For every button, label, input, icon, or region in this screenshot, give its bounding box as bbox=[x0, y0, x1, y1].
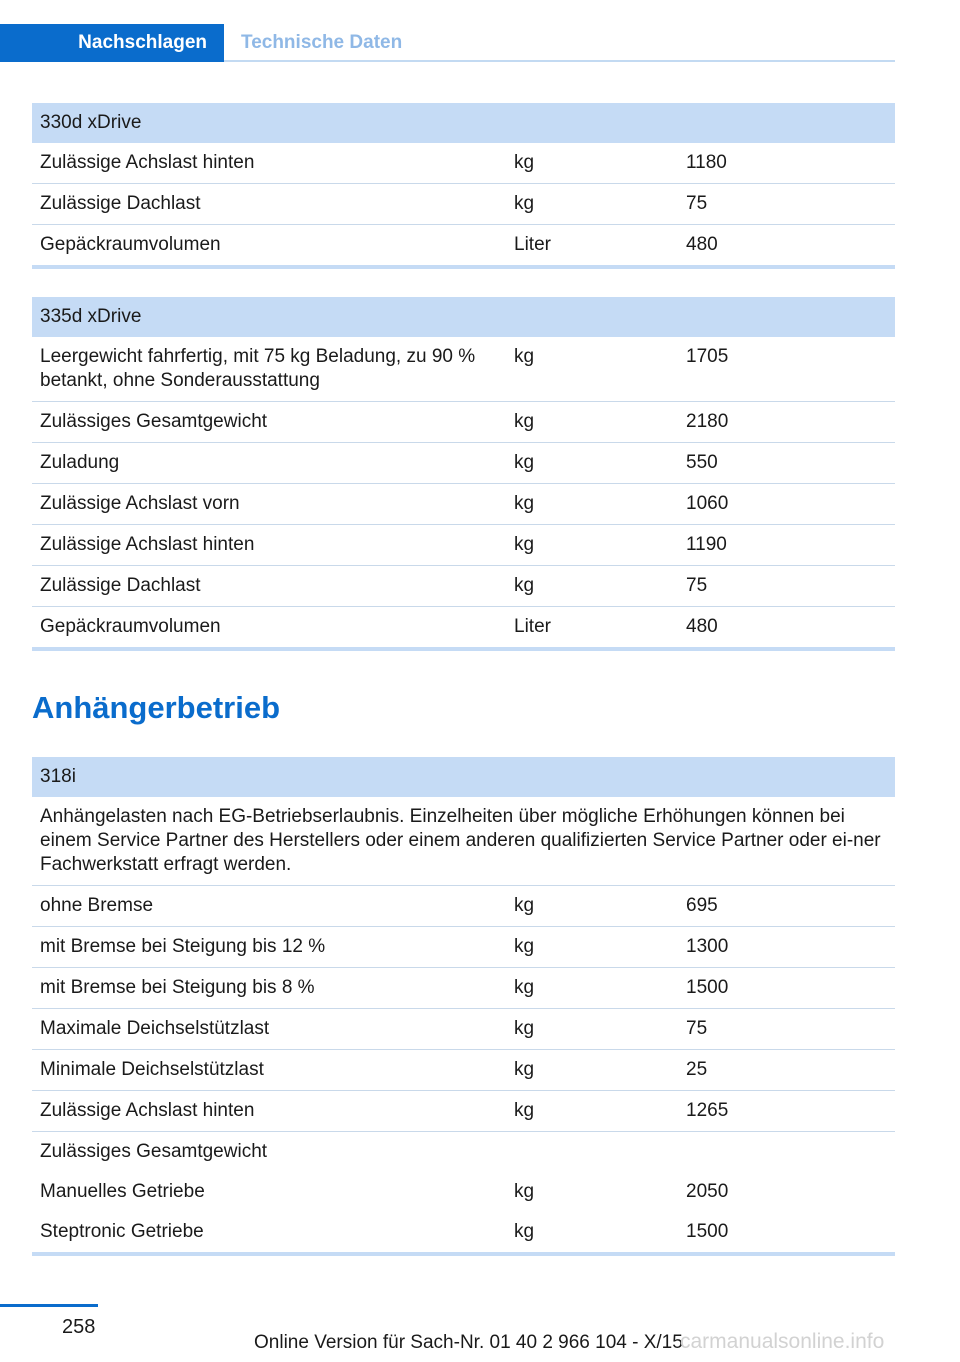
row-value: 1190 bbox=[686, 534, 727, 555]
row-label: Zulässige Achslast vorn bbox=[40, 493, 240, 514]
row-label: Manuelles Getriebe bbox=[40, 1181, 205, 1202]
tab-bar bbox=[0, 24, 895, 62]
table-row bbox=[32, 1091, 895, 1132]
table-row bbox=[32, 1172, 895, 1212]
row-label: Leergewicht fahrfertig, mit 75 kg Beladung, zu 90 % betankt, ohne Sonderausstattung bbox=[40, 346, 476, 391]
table-330d-xdrive bbox=[32, 103, 895, 269]
row-value: 2180 bbox=[686, 411, 729, 432]
row-unit: Liter bbox=[514, 234, 551, 255]
row-label: Minimale Deichselstützlast bbox=[40, 1059, 264, 1080]
row-value: 1060 bbox=[686, 493, 729, 514]
table-header: 318i bbox=[32, 757, 895, 797]
row-unit: kg bbox=[514, 346, 535, 367]
row-unit: kg bbox=[514, 411, 535, 432]
table-row bbox=[32, 484, 895, 525]
row-unit: kg bbox=[514, 1018, 535, 1039]
table-row bbox=[32, 886, 895, 927]
table-row bbox=[32, 337, 895, 402]
table-row bbox=[32, 927, 895, 968]
row-value: 1500 bbox=[686, 1221, 729, 1242]
row-label: Zulässige Dachlast bbox=[40, 575, 201, 596]
row-label: Gepäckraumvolumen bbox=[40, 616, 221, 637]
row-unit: kg bbox=[514, 1181, 535, 1202]
row-unit: kg bbox=[514, 1221, 535, 1242]
table-row bbox=[32, 402, 895, 443]
row-unit bbox=[506, 1132, 678, 1172]
row-unit: kg bbox=[514, 575, 535, 596]
row-label: Steptronic Getriebe bbox=[40, 1221, 204, 1242]
row-value: 1300 bbox=[686, 936, 729, 957]
row-unit: kg bbox=[514, 452, 535, 473]
row-unit: kg bbox=[514, 977, 535, 998]
row-unit: kg bbox=[514, 493, 535, 514]
row-value: 1705 bbox=[686, 346, 729, 367]
row-label: Zulässige Achslast hinten bbox=[40, 534, 255, 555]
row-value: 2050 bbox=[686, 1181, 729, 1202]
row-label: mit Bremse bei Steigung bis 8 % bbox=[40, 977, 315, 998]
row-unit: kg bbox=[514, 1100, 535, 1121]
row-value: 25 bbox=[686, 1059, 708, 1080]
row-label: mit Bremse bei Steigung bis 12 % bbox=[40, 936, 326, 957]
table-subheading-row bbox=[32, 1132, 895, 1172]
row-value bbox=[678, 1132, 895, 1172]
table-row bbox=[32, 184, 895, 225]
row-value: 75 bbox=[686, 1018, 708, 1039]
section-title: Anhängerbetrieb bbox=[32, 690, 281, 725]
table-row bbox=[32, 1212, 895, 1256]
table-note-row bbox=[32, 797, 895, 886]
row-unit: kg bbox=[514, 1059, 535, 1080]
row-label: Zulässige Achslast hinten bbox=[40, 1100, 255, 1121]
table-note: Anhängelasten nach EG-Betriebserlaubnis. Einzelheiten über mögliche Erhöhungen können bei einem Service Partner des Herstellers oder einem anderen qualifizierten Service Partner oder ei-ner Fachwerkstatt erfragt werden. bbox=[40, 806, 881, 875]
table-row bbox=[32, 1050, 895, 1091]
row-value: 1180 bbox=[686, 152, 727, 173]
table-row bbox=[32, 607, 895, 651]
row-unit: kg bbox=[514, 895, 535, 916]
table-row bbox=[32, 1009, 895, 1050]
row-unit: Liter bbox=[514, 616, 551, 637]
table-row bbox=[32, 443, 895, 484]
row-label: Zulässiges Gesamtgewicht bbox=[40, 411, 268, 432]
tab-nachschlagen[interactable]: Nachschlagen bbox=[0, 24, 224, 62]
row-unit: kg bbox=[514, 152, 535, 173]
table-row bbox=[32, 968, 895, 1009]
table-row bbox=[32, 525, 895, 566]
row-value: 550 bbox=[686, 452, 718, 473]
table-row bbox=[32, 143, 895, 184]
row-label: Zulässige Dachlast bbox=[40, 193, 201, 214]
tab-technische-daten[interactable]: Technische Daten bbox=[241, 32, 403, 53]
row-label: Maximale Deichselstützlast bbox=[40, 1018, 270, 1039]
footer-rule bbox=[0, 1304, 98, 1307]
row-label: Gepäckraumvolumen bbox=[40, 234, 221, 255]
row-value: 480 bbox=[686, 234, 718, 255]
table-335d-xdrive bbox=[32, 297, 895, 651]
row-value: 75 bbox=[686, 193, 708, 214]
row-value: 1500 bbox=[686, 977, 729, 998]
row-value: 480 bbox=[686, 616, 718, 637]
page-number: 258 bbox=[62, 1316, 96, 1338]
table-header: 335d xDrive bbox=[32, 297, 895, 337]
watermark: carmanualsonline.info bbox=[680, 1330, 885, 1353]
row-unit: kg bbox=[514, 534, 535, 555]
row-value: 695 bbox=[686, 895, 718, 916]
table-318i-trailer bbox=[32, 757, 895, 1256]
row-value: 1265 bbox=[686, 1100, 729, 1121]
row-label: Zuladung bbox=[40, 452, 120, 473]
row-label: ohne Bremse bbox=[40, 895, 154, 916]
row-label: Zulässige Achslast hinten bbox=[40, 152, 255, 173]
row-unit: kg bbox=[514, 936, 535, 957]
footer-version-text: Online Version für Sach-Nr. 01 40 2 966 104 - X/15 bbox=[254, 1332, 683, 1353]
table-header: 330d xDrive bbox=[32, 103, 895, 143]
row-subheading: Zulässiges Gesamtgewicht bbox=[40, 1141, 268, 1162]
table-row bbox=[32, 566, 895, 607]
row-value: 75 bbox=[686, 575, 708, 596]
row-unit: kg bbox=[514, 193, 535, 214]
table-row bbox=[32, 225, 895, 269]
